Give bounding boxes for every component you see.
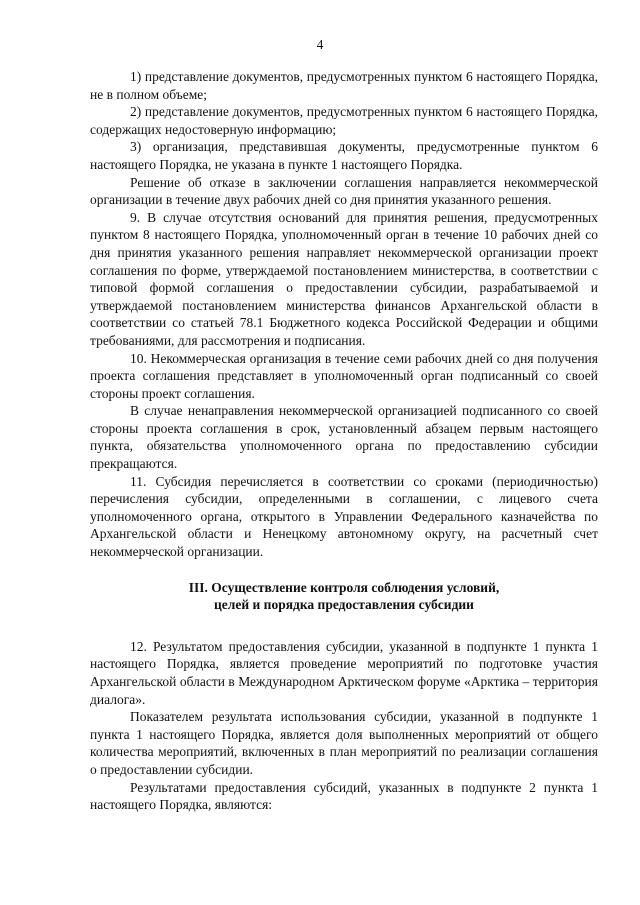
- paragraph-clause-9: 9. В случае отсутствия оснований для принятия решения, предусмотренных пунктом 8 настоящего Порядка, уполномоченный орган в течение 10 рабочих дней со дня принятия указанного решения направляет некоммерческой организации проект соглашения по форме, утверждаемой постановлением министерства, в соответствии с типовой формой соглашения о предоставлении субсидии, разрабатываемой и утверждаемой постановлением министерства финансов Архангельской области в соответствии со статьей 78.1 Бюджетного кодекса Российской Федерации и общими требованиями, для рассмотрения и подписания.: [90, 209, 598, 348]
- paragraph-refusal-reason-2: 2) представление документов, предусмотренных пунктом 6 настоящего Порядка, содержащих недостоверную информацию;: [90, 104, 598, 137]
- document-body: [90, 68, 598, 814]
- section-heading: [90, 579, 598, 614]
- paragraph-refusal-decision: Решение об отказе в заключении соглашения направляется некоммерческой организации в течение двух рабочих дней со дня принятия указанного решения.: [90, 174, 598, 208]
- paragraph-results-subpoint-2: Результатами предоставления субсидий, указанных в подпункте 2 пункта 1 настоящего Порядка, являются:: [90, 779, 598, 813]
- paragraph-clause-10-nonsubmission: В случае ненаправления некоммерческой организацией подписанного со своей стороны проекта соглашения в срок, установленный абзацем первым настоящего пункта, обязательства уполномоченного органа по предоставлению субсидии прекращаются.: [90, 403, 598, 472]
- paragraph-clause-10: 10. Некоммерческая организация в течение семи рабочих дней со дня получения проекта соглашения представляет в уполномоченный орган подписанный со своей стороны проект соглашения.: [90, 350, 598, 401]
- paragraph-refusal-reason-3: 3) организация, представившая документы, предусмотренные пунктом 6 настоящего Порядка, не указана в пункте 1 настоящего Порядка.: [90, 139, 598, 172]
- paragraph-clause-11: 11. Субсидия перечисляется в соответствии со сроками (периодичностью) перечисления субсидии, определенными в соглашении, с лицевого счета уполномоченного органа, открытого в Управлении Федерального казначейства по Архангельской области и Ненецкому автономному округу, на расчетный счет некоммерческой организации.: [90, 473, 598, 560]
- section-heading-line-2: целей и порядка предоставления субсидии: [214, 597, 474, 613]
- paragraph-clause-12: 12. Результатом предоставления субсидии, указанной в подпункте 1 пункта 1 настоящего Порядка, является проведение мероприятий по подготовке участия Архангельской области в Международном Арктическом форуме «Арктика – территория диалога».: [90, 638, 598, 707]
- paragraph-refusal-reason-1: 1) представление документов, предусмотренных пунктом 6 настоящего Порядка, не в полном объеме;: [90, 69, 598, 102]
- section-heading-line-1: III. Осуществление контроля соблюдения условий,: [188, 579, 500, 595]
- page-number: 4: [316, 37, 324, 52]
- paragraph-result-indicator: Показателем результата использования субсидии, указанной в подпункте 1 пункта 1 настоящего Порядка, является доля выполненных мероприятий от общего количества мероприятий, включенных в план мероприятий по реализации соглашения о предоставлении субсидии.: [90, 709, 598, 777]
